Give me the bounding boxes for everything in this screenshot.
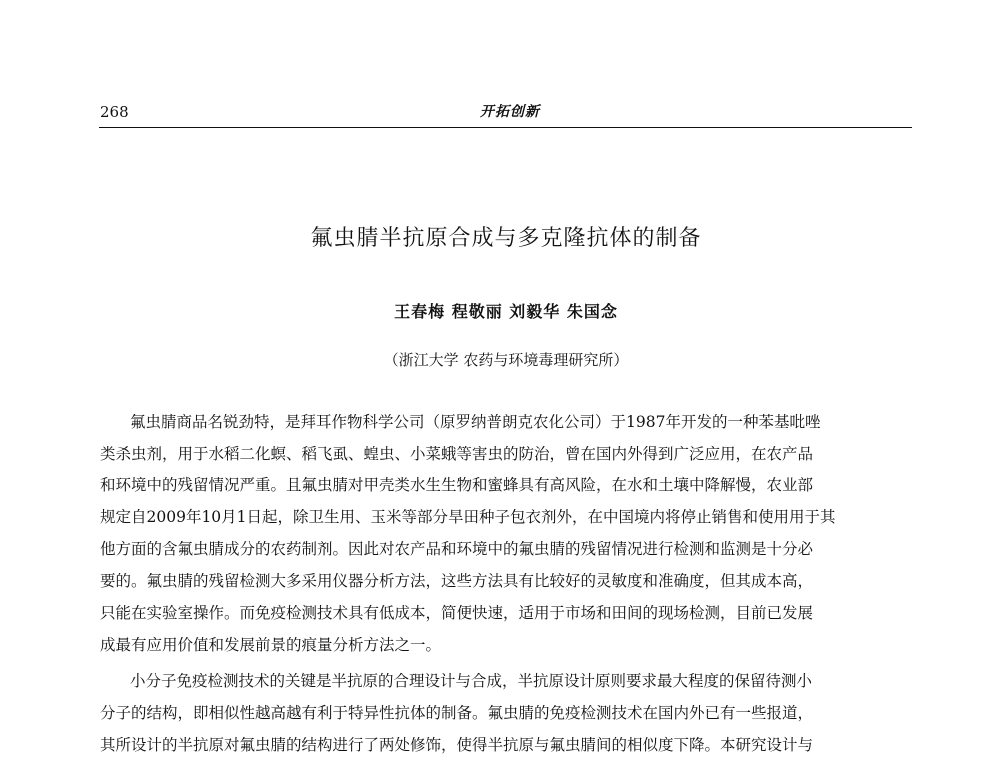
article-title: 氟虫腈半抗原合成与多克隆抗体的制备 (310, 226, 702, 251)
body-line: 分子的结构，即相似性越高越有利于特异性抗体的制备。氟虫腈的免疫检测技术在国内外已有一些报道， (100, 704, 814, 722)
page-number: 268 (100, 103, 129, 121)
header-rule (99, 127, 912, 128)
body-line: 类杀虫剂，用于水稻二化螟、稻飞虱、蝗虫、小菜蛾等害虫的防治，曾在国内外得到广泛应用，在农产品 (100, 445, 814, 463)
body-line: 氟虫腈商品名锐劲特，是拜耳作物科学公司（原罗纳普朗克农化公司）于1987年开发的一种苯基吡唑 (130, 413, 821, 431)
body-line: 其所设计的半抗原对氟虫腈的结构进行了两处修饰，使得半抗原与氟虫腈间的相似度下降。本研究设计与 (100, 736, 814, 754)
body-line: 和环境中的残留情况严重。且氟虫腈对甲壳类水生生物和蜜蜂具有高风险，在水和土壤中降解慢，农业部 (100, 476, 814, 494)
running-head: 开拓创新 (480, 104, 540, 120)
article-affiliation: （浙江大学 农药与环境毒理研究所） (383, 351, 629, 369)
body-line: 只能在实验室操作。而免疫检测技术具有低成本，简便快速，适用于市场和田间的现场检测，目前已发展 (100, 604, 814, 622)
body-line: 他方面的含氟虫腈成分的农药制剂。因此对农产品和环境中的氟虫腈的残留情况进行检测和监测是十分必 (100, 540, 814, 558)
body-line: 成最有应用价值和发展前景的痕量分析方法之一。 (100, 636, 442, 654)
article-authors: 王春梅 程敬丽 刘毅华 朱国念 (394, 302, 618, 321)
body-line: 小分子免疫检测技术的关键是半抗原的合理设计与合成，半抗原设计原则要求最大程度的保留待测小 (130, 672, 813, 690)
body-line: 要的。氟虫腈的残留检测大多采用仪器分析方法，这些方法具有比较好的灵敏度和准确度，但其成本高， (100, 572, 814, 590)
body-line: 规定自2009年10月1日起，除卫生用、玉米等部分旱田种子包衣剂外，在中国境内将停止销售和使用用于其 (100, 508, 836, 526)
